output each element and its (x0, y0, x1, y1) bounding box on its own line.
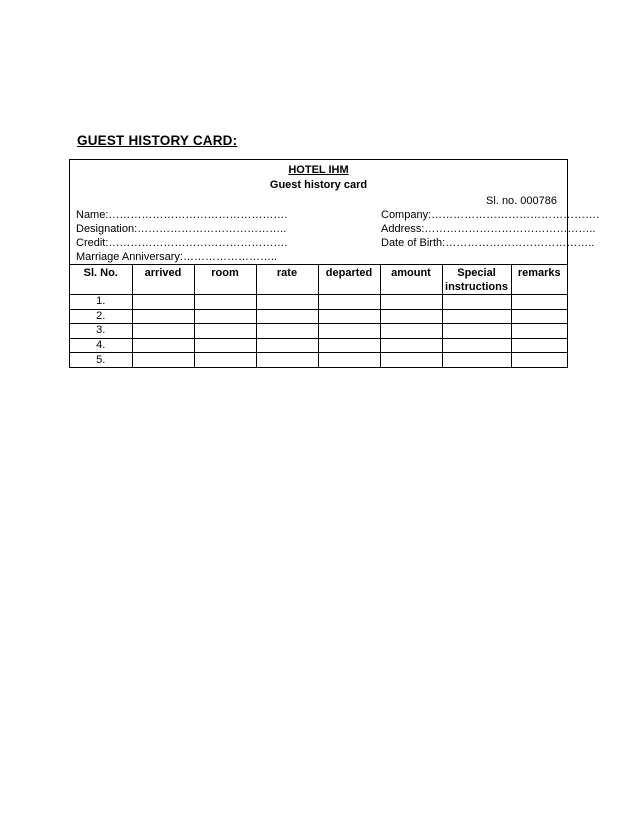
table-row (70, 324, 567, 339)
room-cell[interactable] (194, 295, 256, 310)
row-number: 5. (70, 353, 132, 367)
col-arrived: arrived (132, 265, 194, 295)
history-table (70, 264, 567, 367)
page-heading: GUEST HISTORY CARD: (77, 133, 238, 148)
rate-cell[interactable] (256, 295, 318, 310)
departed-cell[interactable] (318, 295, 380, 310)
departed-cell[interactable] (318, 338, 380, 353)
table-header-row (70, 265, 567, 295)
date-of-birth-field[interactable]: Date of Birth:………………………………….. (381, 237, 595, 249)
serial-number: Sl. no. 000786 (486, 195, 557, 207)
amount-cell[interactable] (380, 353, 442, 367)
rate-cell[interactable] (256, 309, 318, 324)
special-instructions-cell[interactable] (442, 353, 511, 367)
departed-cell[interactable] (318, 309, 380, 324)
col-departed: departed (318, 265, 380, 295)
credit-field[interactable]: Credit:…………………………………………. (76, 237, 288, 249)
card-header (70, 160, 567, 193)
special-instructions-cell[interactable] (442, 295, 511, 310)
special-instructions-cell[interactable] (442, 338, 511, 353)
amount-cell[interactable] (380, 295, 442, 310)
arrived-cell[interactable] (132, 309, 194, 324)
col-amount: amount (380, 265, 442, 295)
remarks-cell[interactable] (511, 309, 567, 324)
rate-cell[interactable] (256, 338, 318, 353)
col-remarks: remarks (511, 265, 567, 295)
arrived-cell[interactable] (132, 324, 194, 339)
amount-cell[interactable] (380, 338, 442, 353)
rate-cell[interactable] (256, 353, 318, 367)
company-field[interactable]: Company:………………………………………. (381, 209, 600, 221)
col-room: room (194, 265, 256, 295)
card-title: Guest history card (269, 179, 368, 191)
hotel-name: HOTEL IHM (288, 164, 349, 176)
table-row (70, 309, 567, 324)
rate-cell[interactable] (256, 324, 318, 339)
remarks-cell[interactable] (511, 324, 567, 339)
room-cell[interactable] (194, 309, 256, 324)
amount-cell[interactable] (380, 324, 442, 339)
row-number: 4. (70, 338, 132, 353)
arrived-cell[interactable] (132, 295, 194, 310)
remarks-cell[interactable] (511, 353, 567, 367)
row-number: 1. (70, 295, 132, 310)
row-number: 3. (70, 324, 132, 339)
col-rate: rate (256, 265, 318, 295)
special-instructions-cell[interactable] (442, 309, 511, 324)
room-cell[interactable] (194, 324, 256, 339)
guest-fields (70, 208, 600, 264)
col-special-instructions: Special instructions (442, 265, 511, 295)
amount-cell[interactable] (380, 309, 442, 324)
room-cell[interactable] (194, 338, 256, 353)
remarks-cell[interactable] (511, 338, 567, 353)
designation-field[interactable]: Designation:………………………………….. (76, 223, 287, 235)
table-row (70, 338, 567, 353)
table-row (70, 295, 567, 310)
guest-history-card (69, 159, 600, 368)
marriage-anniversary-field[interactable]: Marriage Anniversary:…………………….. (76, 251, 278, 263)
address-field[interactable]: Address:……………………………………….. (381, 223, 596, 235)
room-cell[interactable] (194, 353, 256, 367)
arrived-cell[interactable] (132, 338, 194, 353)
arrived-cell[interactable] (132, 353, 194, 367)
departed-cell[interactable] (318, 353, 380, 367)
name-field[interactable]: Name:…………………………………………. (76, 209, 288, 221)
table-row (70, 353, 567, 367)
departed-cell[interactable] (318, 324, 380, 339)
special-instructions-cell[interactable] (442, 324, 511, 339)
col-sl-no: Sl. No. (70, 265, 132, 295)
row-number: 2. (70, 309, 132, 324)
remarks-cell[interactable] (511, 295, 567, 310)
